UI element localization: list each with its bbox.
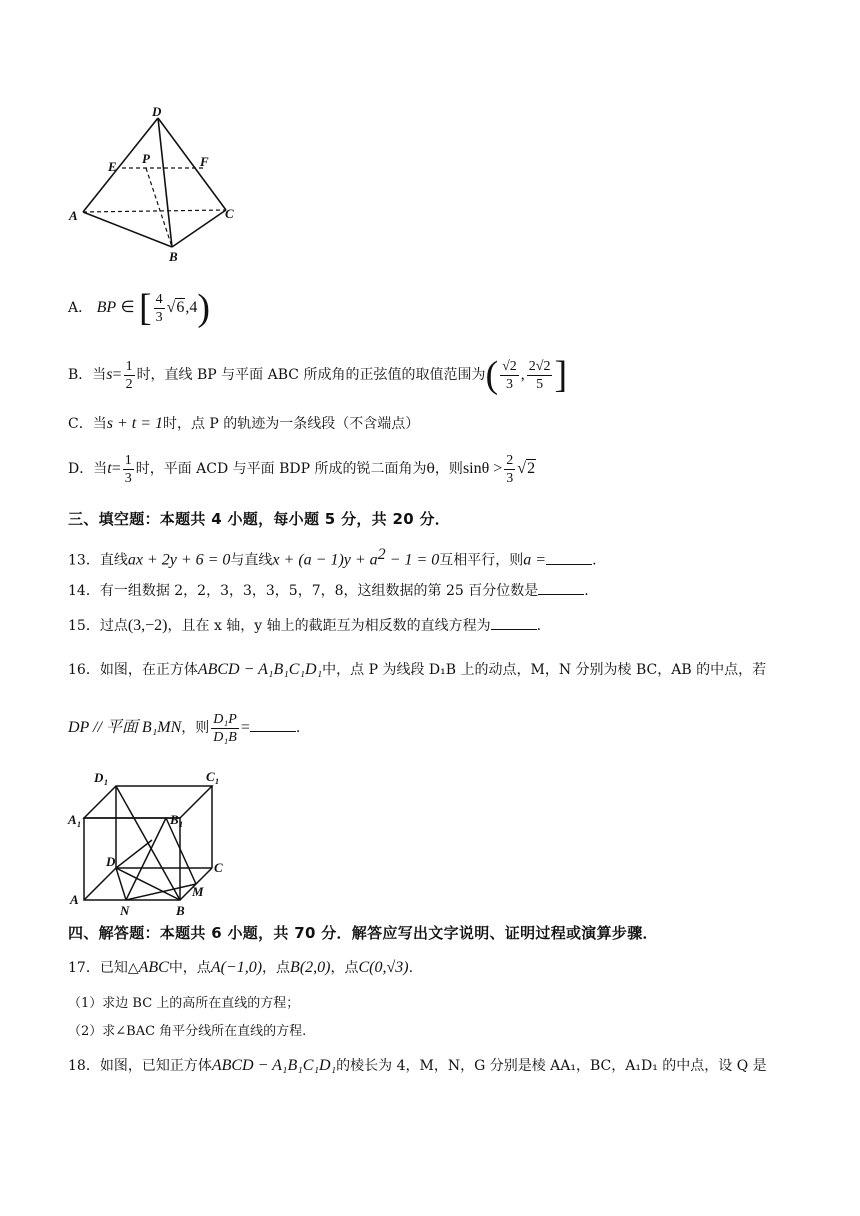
q16-end: .: [295, 720, 301, 736]
tetrahedron-figure: [66, 104, 246, 266]
q17-end: .: [408, 960, 414, 976]
label-B1: B: [170, 812, 179, 827]
q17-abc: ABC: [138, 959, 169, 976]
var-t: t: [107, 460, 112, 477]
option-a-end: ,4: [185, 299, 198, 316]
option-b: B．当s= $\frac{1}{2}$ 时，直线 BP 与平面 ABC 所成角的正弦值的取值范围为( $\frac{√2}{3}$ , $\frac{2√2}{5}$ ]: [68, 354, 568, 396]
q17-mid2: ，点: [262, 960, 291, 976]
fraction-4-3: $\frac{4}{3}$: [155, 291, 163, 325]
q15-point: (3,−2): [127, 617, 168, 634]
label-A: A: [69, 208, 78, 223]
label-M: M: [192, 884, 204, 899]
q13-eq2a: x + (a − 1)y + a: [272, 551, 378, 569]
fraction-1-3: $\frac{1}{3}$: [124, 452, 132, 486]
sin-theta: sinθ >: [462, 460, 503, 477]
label-C: C: [225, 206, 234, 221]
section-3-heading: 三、填空题：本题共 4 小题，每小题 5 分，共 20 分．: [68, 510, 451, 528]
q13-eq2b: − 1 = 0: [385, 551, 440, 569]
label-C: C: [214, 860, 223, 875]
question-17-part-1: （1）求边 BC 上的高所在直线的方程；: [68, 996, 300, 1011]
answer-blank[interactable]: [250, 717, 296, 732]
fraction-d1p-d1b: $\frac{\text{D₁P}}{\text{D₁B}}$: [213, 711, 237, 745]
q13-mid: 与直线: [230, 552, 273, 569]
bracket-open: [: [138, 287, 152, 329]
q16-condition: DP // 平面 B₁MN: [68, 719, 182, 736]
radicand: 2: [527, 460, 536, 477]
section-4-heading: 四、解答题：本题共 6 小题，共 70 分．解答应写出文字说明、证明过程或演算步骤．: [68, 924, 658, 942]
eq-sign: =: [111, 460, 121, 477]
fraction-root2-3: $\frac{√2}{3}$: [502, 358, 517, 392]
q15-pre: 15．过点: [68, 618, 128, 634]
option-d: D．当t= $\frac{1}{3}$ 时，平面 ACD 与平面 BDP 所成的锐二面角为θ，则sinθ > $\frac{2}{3}$ √2: [68, 452, 536, 486]
label-D1: D: [94, 770, 104, 785]
q13-eq1: ax + 2y + 6 = 0: [127, 551, 231, 569]
label-A: A: [70, 892, 79, 907]
bracket-close: ]: [554, 354, 568, 396]
label-D: D: [106, 854, 116, 869]
question-18: [68, 1056, 767, 1076]
question-17-part-2: （2）求∠BAC 角平分线所在直线的方程.: [68, 1024, 307, 1039]
q17-pre: 17．已知△: [68, 960, 139, 976]
var-s: s: [106, 366, 113, 383]
option-c: [68, 414, 419, 434]
label-N: N: [120, 903, 130, 918]
label-B: B: [176, 903, 185, 918]
label-A1: A: [68, 812, 77, 827]
question-16: [68, 660, 766, 680]
q14-text: 14．有一组数据 2，2，3，3，3，5，7，8，这组数据的第 25 百分位数是: [68, 583, 539, 599]
q13-sup: 2: [377, 546, 386, 563]
q14-end: .: [584, 583, 589, 599]
question-16-line-2: [68, 706, 300, 750]
label-C1: C: [206, 769, 215, 784]
label-B1-sub: 1: [179, 820, 183, 829]
option-c-prefix: C．当: [68, 416, 107, 432]
paren-open: (: [485, 354, 499, 396]
point-A: A(−1,0): [210, 959, 263, 976]
fraction-2root2-5: $\frac{2√2}{5}$: [528, 358, 551, 392]
label-B: B: [169, 249, 178, 264]
cube-figure: [66, 768, 230, 918]
answer-blank[interactable]: [546, 550, 592, 565]
label-F: F: [200, 154, 209, 169]
eq-sign: =: [240, 719, 250, 736]
radicand: 6: [176, 299, 185, 316]
q15-end: .: [536, 618, 542, 634]
option-d-prefix: D．当: [68, 461, 108, 477]
question-14: [68, 580, 589, 601]
question-13: [68, 545, 597, 571]
fraction-1-2: $\frac{1}{2}$: [125, 358, 133, 392]
q17-mid3: ，点: [330, 960, 359, 976]
label-E: E: [108, 159, 117, 174]
q13-tail: 互相平行，则: [439, 552, 524, 569]
fraction-2-3: $\frac{2}{3}$: [506, 452, 514, 486]
q16-text: 中，点 P 为线段 D₁B 上的动点，M，N 分别为棱 BC，AB 的中点，若: [322, 662, 767, 678]
q18-text: 的棱长为 4，M，N，G 分别是棱 AA₁，BC，A₁D₁ 的中点，设 Q 是: [336, 1058, 767, 1074]
option-d-text: 时，平面 ACD 与平面 BDP 所成的锐二面角为θ，则: [135, 461, 463, 477]
label-D: D: [152, 104, 162, 119]
q13-lead: 13．直线: [68, 552, 128, 569]
paren-close: ): [197, 287, 211, 329]
q17-mid1: 中，点: [168, 960, 211, 976]
option-a: A． BP ∈ [ $\frac{4}{3}$ √6,4): [68, 287, 211, 329]
q16-then: ，则: [181, 720, 210, 736]
q15-text: ，且在 x 轴，y 轴上的截距互为相反数的直线方程为: [167, 618, 491, 634]
q13-ans: a =: [523, 551, 547, 569]
option-a-var: BP: [96, 299, 117, 316]
question-15: [68, 615, 541, 636]
eq-sign: =: [112, 366, 122, 383]
point-C: C(0,√3): [358, 959, 409, 976]
q16-pre: 16．如图，在正方体: [68, 662, 198, 678]
q18-cube: ABCD − A₁B₁C₁D₁: [211, 1057, 337, 1074]
label-P: P: [142, 151, 150, 166]
label-D1-sub: 1: [104, 778, 108, 787]
option-b-prefix: B．当: [68, 367, 107, 383]
q18-pre: 18．如图，已知正方体: [68, 1058, 212, 1074]
answer-blank[interactable]: [538, 580, 584, 595]
question-17: [68, 958, 413, 978]
option-c-text: 时，点 P 的轨迹为一条线段（不含端点）: [162, 416, 420, 432]
q13-end: .: [592, 552, 597, 569]
point-B: B(2,0): [290, 959, 331, 976]
option-b-text: 时，直线 BP 与平面 ABC 所成角的正弦值的取值范围为: [136, 367, 486, 383]
answer-blank[interactable]: [491, 615, 537, 630]
label-A1-sub: 1: [77, 820, 81, 829]
label-C1-sub: 1: [215, 777, 219, 786]
option-c-math: s + t = 1: [106, 415, 163, 432]
option-a-rel: ∈: [120, 299, 135, 316]
option-a-prefix: A．: [68, 300, 93, 316]
q16-cube: ABCD − A₁B₁C₁D₁: [197, 661, 323, 678]
